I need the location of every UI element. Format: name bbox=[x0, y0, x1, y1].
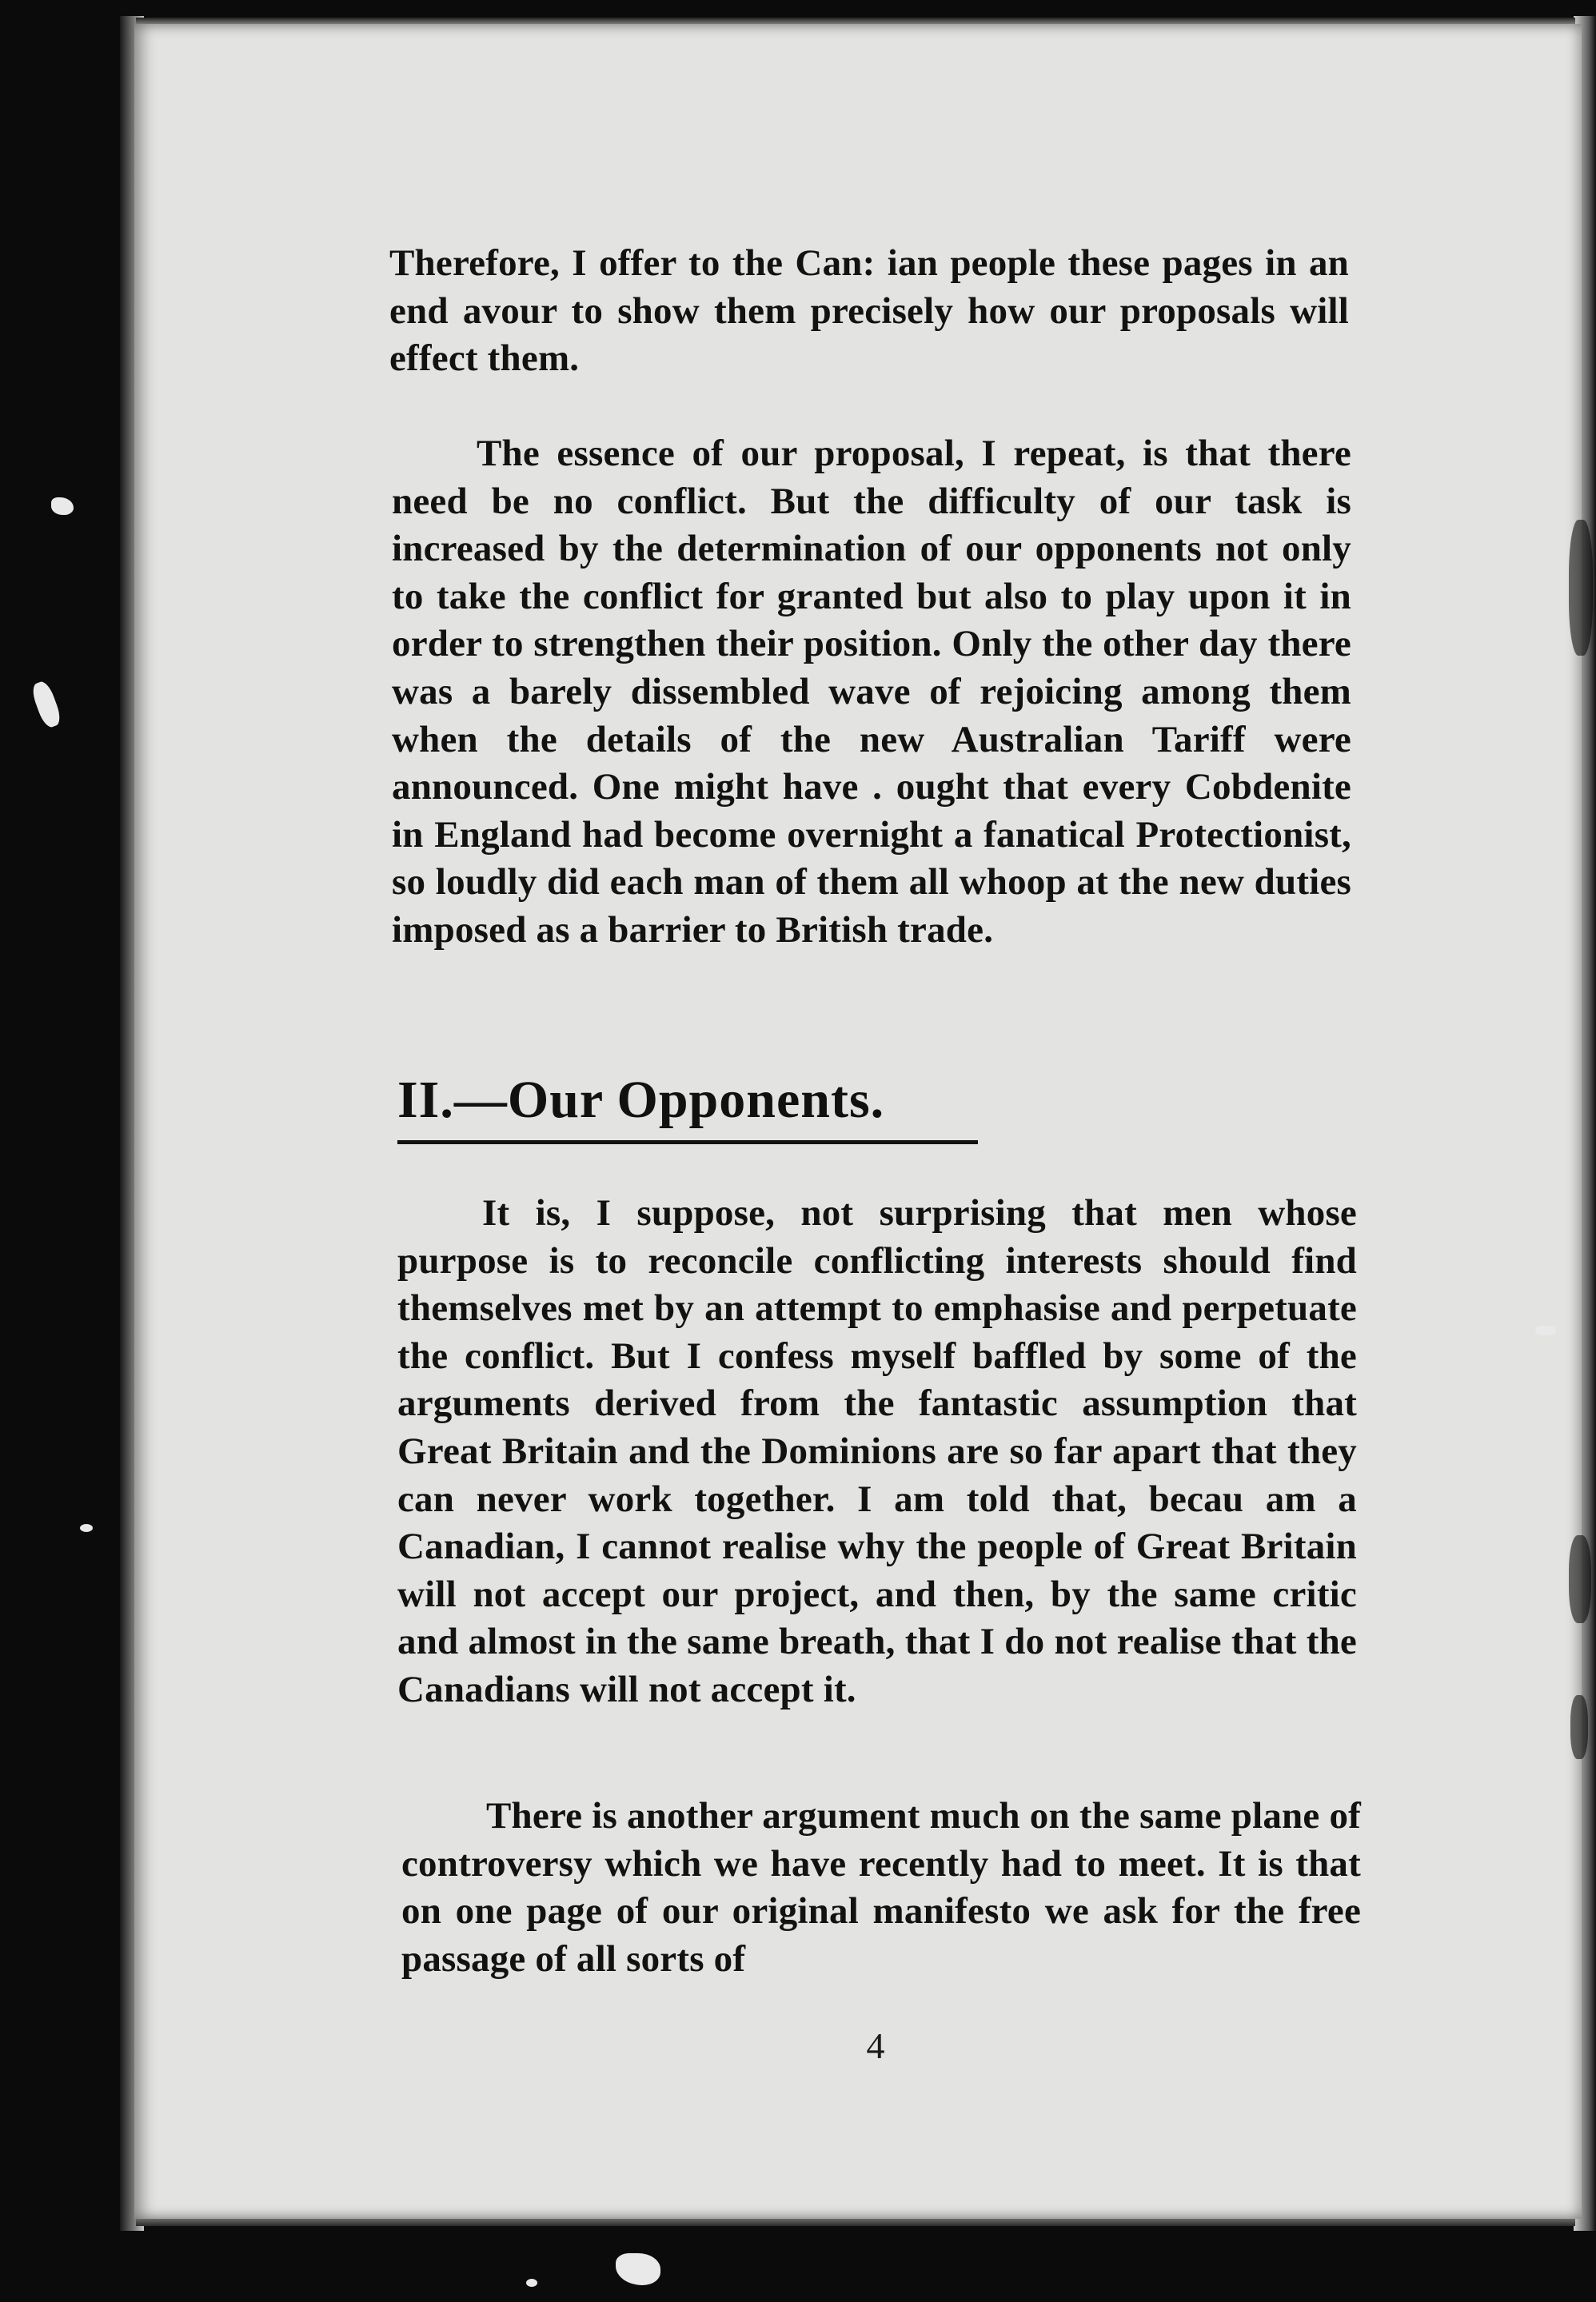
scan-stain bbox=[1569, 520, 1593, 656]
heading-underline bbox=[397, 1140, 978, 1144]
section-heading: II.—Our Opponents. bbox=[397, 1071, 885, 1129]
paragraph-2 bbox=[392, 430, 1351, 955]
scan-stain bbox=[1570, 1695, 1588, 1759]
paragraph-text: It is, I suppose, not surprising that men whose purpose is to reconcile conflicting interests should find themselves met by an attempt to emphasise and perpetuate the conflict. But I confess myself baffled by some of the arguments derived from the fantastic assumption that Great Britain and the Dominions are so far apart that they can never work together. I am told that, becau am a Canadian, I cannot realise why the people of Great Britain will not accept our project, and then, by the same critic and almost in the same breath, that I do not realise that the Canadians will not accept it. bbox=[397, 1192, 1357, 1710]
paragraph-text: The essence of our proposal, I repeat, is that there need be no conflict. But the difficulty of our task is increased by the determination of our opponents not only to take the conflict for granted but also to play upon it in order to strengthen their position. Only the other day there was a barely dissembled wave of rejoicing among them when the details of the new Australian Tariff were announced. One might have . ought that every Cobdenite in England had become overnight a fanatical Protectionist, so loudly did each man of them all whoop at the new duties imposed as a barrier to British trade. bbox=[392, 433, 1351, 951]
scan-speck bbox=[80, 1524, 93, 1532]
paragraph-text: There is another argument much on the same plane of controversy which we have recently had to meet. It is that on one page of our original manifesto we ask for the free passage of all sorts of bbox=[401, 1795, 1361, 1980]
paragraph-text: Therefore, I offer to the Can: ian people these pages in an end avour to show them precisely how our proposals will effect them. bbox=[389, 242, 1349, 380]
scan-stain bbox=[1569, 1535, 1591, 1623]
scan-speck bbox=[1535, 1326, 1556, 1335]
scan-speck bbox=[526, 2279, 537, 2287]
paragraph-4 bbox=[401, 1793, 1361, 1983]
paragraph-1 bbox=[389, 240, 1349, 383]
page-number: 4 bbox=[866, 2025, 885, 2066]
paragraph-3 bbox=[397, 1190, 1357, 1714]
